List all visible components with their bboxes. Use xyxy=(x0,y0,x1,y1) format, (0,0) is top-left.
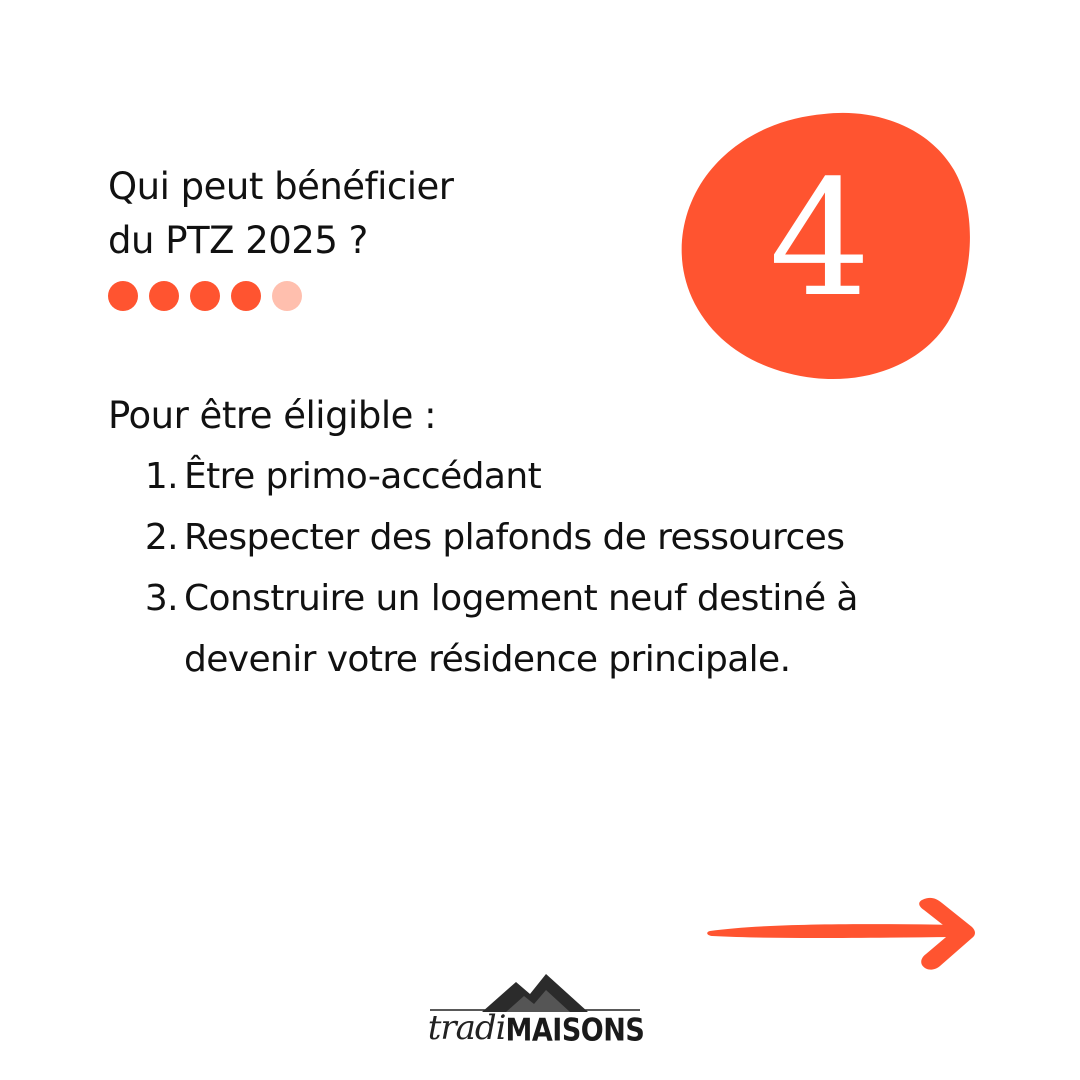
arrow-right-icon[interactable] xyxy=(700,890,980,980)
list-item xyxy=(108,507,968,568)
list-item-number: 2. xyxy=(144,517,178,558)
list-item-number: 3. xyxy=(144,578,178,619)
logo-bold-text: MAISONS xyxy=(505,1012,645,1049)
progress-dot-1 xyxy=(108,281,138,311)
progress-dots xyxy=(108,281,302,312)
list-item-number: 1. xyxy=(144,456,178,497)
progress-dot-3 xyxy=(190,281,220,311)
eligibility-intro: Pour être éligible : xyxy=(108,394,437,437)
progress-dot-2 xyxy=(149,281,179,311)
slide-title xyxy=(108,160,628,268)
logo-script-text: tradi xyxy=(427,1008,506,1048)
step-number-badge xyxy=(678,108,974,384)
progress-dot-5 xyxy=(272,281,302,311)
list-item xyxy=(108,446,968,507)
eligibility-list xyxy=(108,446,968,690)
list-item-text: Construire un logement neuf destiné à devenir votre résidence principale. xyxy=(184,578,858,680)
brand-logo xyxy=(426,968,646,1054)
badge-number: 4 xyxy=(769,145,871,332)
progress-dot-4 xyxy=(231,281,261,311)
list-item-text: Être primo-accédant xyxy=(184,456,542,497)
title-line-1: Qui peut bénéficier xyxy=(108,165,454,208)
eligibility-section xyxy=(108,385,968,690)
title-line-2: du PTZ 2025 ? xyxy=(108,219,368,262)
list-item xyxy=(108,568,968,690)
list-item-text: Respecter des plafonds de ressources xyxy=(184,517,845,558)
